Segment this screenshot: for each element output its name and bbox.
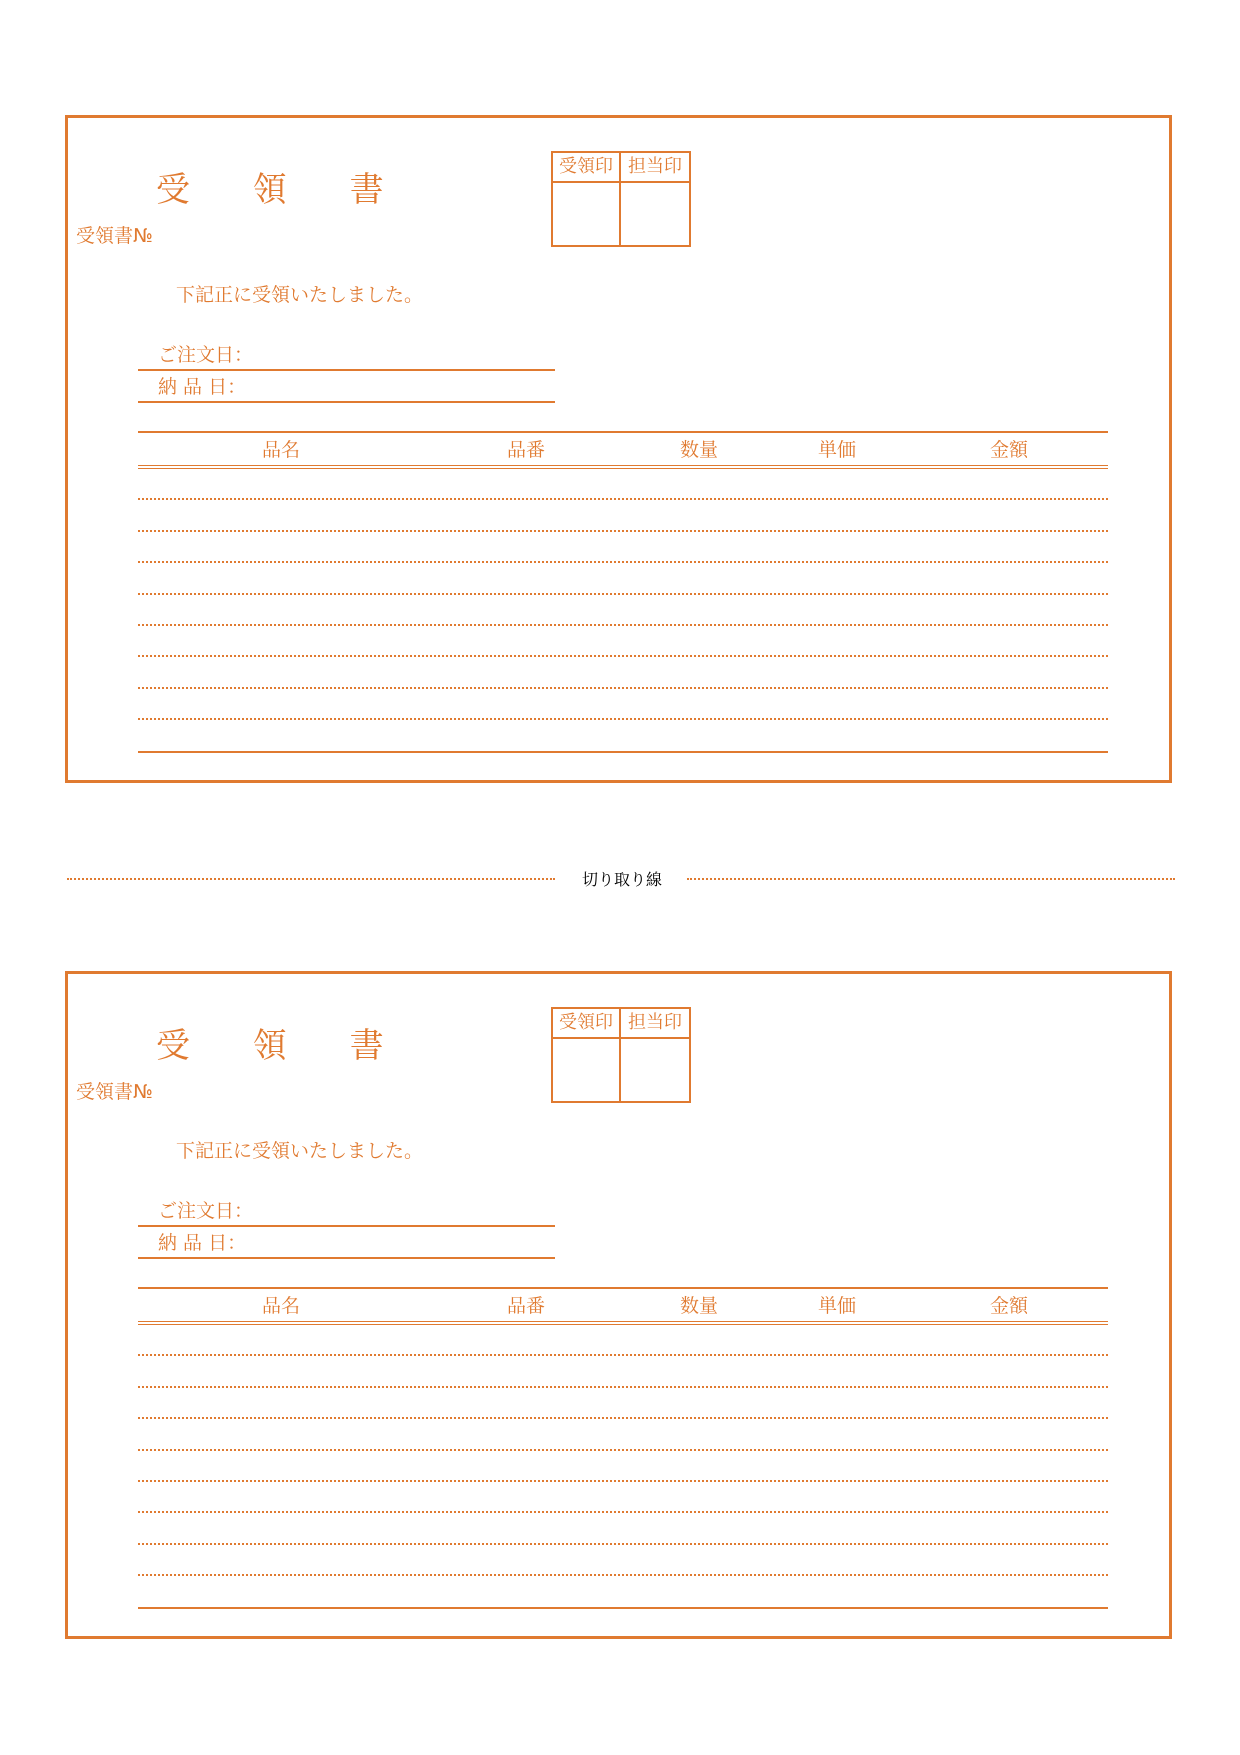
- cut-line-dash-left: [67, 878, 555, 880]
- receipt-stamp-header: 受領印: [553, 1009, 621, 1039]
- staff-stamp-box[interactable]: [621, 1039, 689, 1101]
- column-header-quantity: 数量: [679, 439, 719, 461]
- column-header-item-name: 品名: [261, 1295, 301, 1317]
- table-row[interactable]: [138, 1513, 1108, 1544]
- items-table: [138, 1287, 1108, 1609]
- cut-line-dash-right: [687, 878, 1175, 880]
- table-rows: [138, 469, 1108, 752]
- table-rows: [138, 1325, 1108, 1608]
- table-row[interactable]: [138, 1356, 1108, 1387]
- stamp-boxes: [551, 1007, 691, 1103]
- items-table: [138, 431, 1108, 753]
- table-row[interactable]: [138, 1419, 1108, 1450]
- order-date-label: ご注文日：: [158, 344, 254, 366]
- table-row[interactable]: [138, 1545, 1108, 1576]
- receipt-top: [65, 115, 1172, 783]
- column-header-amount: 金額: [989, 1295, 1029, 1317]
- receipt-title: 受 領 書: [156, 1026, 410, 1066]
- delivery-date-field[interactable]: [138, 373, 555, 403]
- delivery-date-label: 納 品 日：: [158, 376, 247, 398]
- table-row[interactable]: [138, 469, 1108, 500]
- receipt-stamp-box[interactable]: [553, 1039, 621, 1101]
- receipt-number-label: 受領書№: [76, 1081, 153, 1103]
- staff-stamp-box[interactable]: [621, 183, 689, 245]
- column-header-item-number: 品番: [506, 1295, 546, 1317]
- staff-stamp-header: 担当印: [621, 153, 689, 183]
- staff-stamp-header: 担当印: [621, 1009, 689, 1039]
- table-row[interactable]: [138, 500, 1108, 531]
- table-row[interactable]: [138, 595, 1108, 626]
- receipt-title: 受 領 書: [156, 170, 410, 210]
- receipt-number-label: 受領書№: [76, 225, 153, 247]
- table-header: [138, 1289, 1108, 1325]
- column-header-quantity: 数量: [679, 1295, 719, 1317]
- column-header-item-number: 品番: [506, 439, 546, 461]
- column-header-amount: 金額: [989, 439, 1029, 461]
- table-row[interactable]: [138, 1388, 1108, 1419]
- cut-line-label: 切り取り線: [581, 870, 662, 889]
- column-header-unit-price: 単価: [817, 439, 857, 461]
- receipt-message: 下記正に受領いたしました。: [176, 1140, 424, 1162]
- order-date-field[interactable]: [138, 341, 555, 371]
- table-row[interactable]: [138, 1576, 1108, 1607]
- table-row[interactable]: [138, 626, 1108, 657]
- receipt-message: 下記正に受領いたしました。: [176, 284, 424, 306]
- column-header-unit-price: 単価: [817, 1295, 857, 1317]
- table-row[interactable]: [138, 689, 1108, 720]
- table-header: [138, 433, 1108, 469]
- table-row[interactable]: [138, 532, 1108, 563]
- table-row[interactable]: [138, 1451, 1108, 1482]
- order-date-label: ご注文日：: [158, 1200, 254, 1222]
- table-row[interactable]: [138, 1482, 1108, 1513]
- receipt-stamp-header: 受領印: [553, 153, 621, 183]
- table-row[interactable]: [138, 563, 1108, 594]
- stamp-boxes: [551, 151, 691, 247]
- receipt-bottom: [65, 971, 1172, 1639]
- delivery-date-label: 納 品 日：: [158, 1232, 247, 1254]
- receipt-stamp-box[interactable]: [553, 183, 621, 245]
- order-date-field[interactable]: [138, 1197, 555, 1227]
- table-row[interactable]: [138, 1325, 1108, 1356]
- cut-line: [67, 867, 1175, 891]
- table-row[interactable]: [138, 657, 1108, 688]
- table-row[interactable]: [138, 720, 1108, 751]
- column-header-item-name: 品名: [261, 439, 301, 461]
- delivery-date-field[interactable]: [138, 1229, 555, 1259]
